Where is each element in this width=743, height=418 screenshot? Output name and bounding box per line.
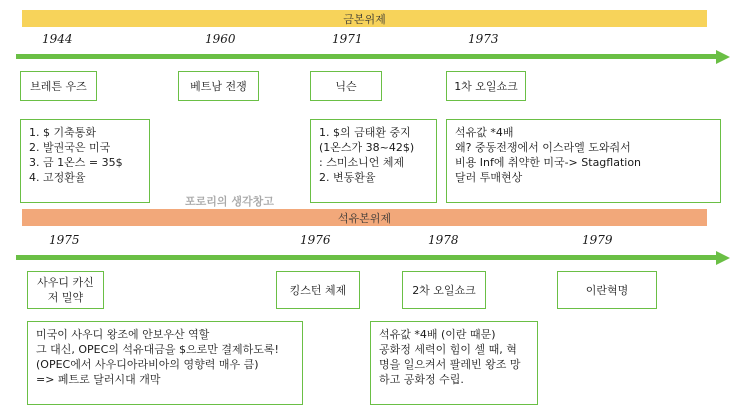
note-line: 하고 공화정 수립. [379, 373, 464, 386]
note-line: 명을 일으켜서 팔레빈 왕조 망 [379, 358, 521, 371]
note-oil-shock-1 [446, 119, 721, 203]
timeline-arrow-1 [16, 54, 716, 59]
gold-standard-banner: 금본위제 [22, 10, 707, 27]
event-saudi-secret-pact [27, 271, 104, 309]
note-line: 1. $ 기축통화 [29, 126, 96, 139]
timeline-arrowhead-2 [716, 251, 730, 265]
event-vietnam-war-label: 베트남 전쟁 [190, 79, 247, 93]
note-line: 1. $의 금태환 중지 [319, 126, 411, 139]
note-line: => 페트로 달러시대 개막 [36, 373, 161, 386]
event-bretton-woods-label: 브레튼 우즈 [30, 79, 87, 93]
note-bretton-woods [20, 119, 150, 203]
note-line: 2. 발권국은 미국 [29, 141, 111, 154]
year-1960: 1960 [205, 32, 236, 46]
note-oil-shock-2 [370, 321, 538, 405]
note-line: (1온스가 38~42$) [319, 141, 415, 154]
note-saudi-secret-pact [27, 321, 303, 405]
year-1979: 1979 [582, 233, 613, 247]
year-1975: 1975 [49, 233, 80, 247]
event-iranian-revolution [557, 271, 657, 309]
note-line: 2. 변동환율 [319, 171, 376, 184]
note-line: (OPEC에서 사우디아라비아의 영향력 매우 큼) [36, 358, 259, 371]
event-bretton-woods [20, 71, 97, 101]
note-line: 석유값 *4배 [455, 126, 514, 139]
note-line: : 스미소니언 체제 [319, 156, 405, 169]
timeline-arrow-2 [16, 255, 716, 260]
event-oil-shock-1 [446, 71, 526, 101]
note-line: 달러 투매현상 [455, 171, 523, 184]
note-nixon [310, 119, 437, 203]
note-line: 비용 Inf에 취약한 미국-> Stagflation [455, 156, 642, 169]
event-kingston-system [276, 271, 360, 309]
year-1971: 1971 [332, 32, 363, 46]
event-nixon [310, 71, 382, 101]
event-kingston-system-label: 킹스턴 체제 [289, 283, 347, 297]
oil-standard-banner: 석유본위제 [22, 209, 707, 226]
year-1944: 1944 [42, 32, 73, 46]
event-oil-shock-2 [402, 271, 486, 309]
event-oil-shock-2-label: 2차 오일쇼크 [412, 283, 476, 297]
note-line: 미국이 사우디 왕조에 안보우산 역할 [36, 328, 210, 341]
note-line: 공화정 세력이 힘이 셀 때, 혁 [379, 343, 517, 356]
event-oil-shock-1-label: 1차 오일쇼크 [454, 79, 518, 93]
year-1973: 1973 [468, 32, 499, 46]
event-saudi-secret-pact-label: 사우디 카신 저 밀약 [37, 276, 94, 304]
year-1976: 1976 [300, 233, 331, 247]
note-line: 그 대신, OPEC의 석유대금을 $으로만 결제하도록! [36, 343, 279, 356]
watermark: 포로리의 생각창고 [185, 195, 274, 208]
event-nixon-label: 닉슨 [335, 79, 357, 93]
note-line: 왜? 중동전쟁에서 이스라엘 도와줘서 [455, 141, 631, 154]
event-iranian-revolution-label: 이란혁명 [585, 283, 629, 297]
note-line: 3. 금 1온스 = 35$ [29, 156, 123, 169]
timeline-arrowhead-1 [716, 50, 730, 64]
note-line: 4. 고정환율 [29, 171, 86, 184]
year-1978: 1978 [428, 233, 459, 247]
note-line: 석유값 *4배 (이란 때문) [379, 328, 496, 341]
event-vietnam-war [178, 71, 259, 101]
